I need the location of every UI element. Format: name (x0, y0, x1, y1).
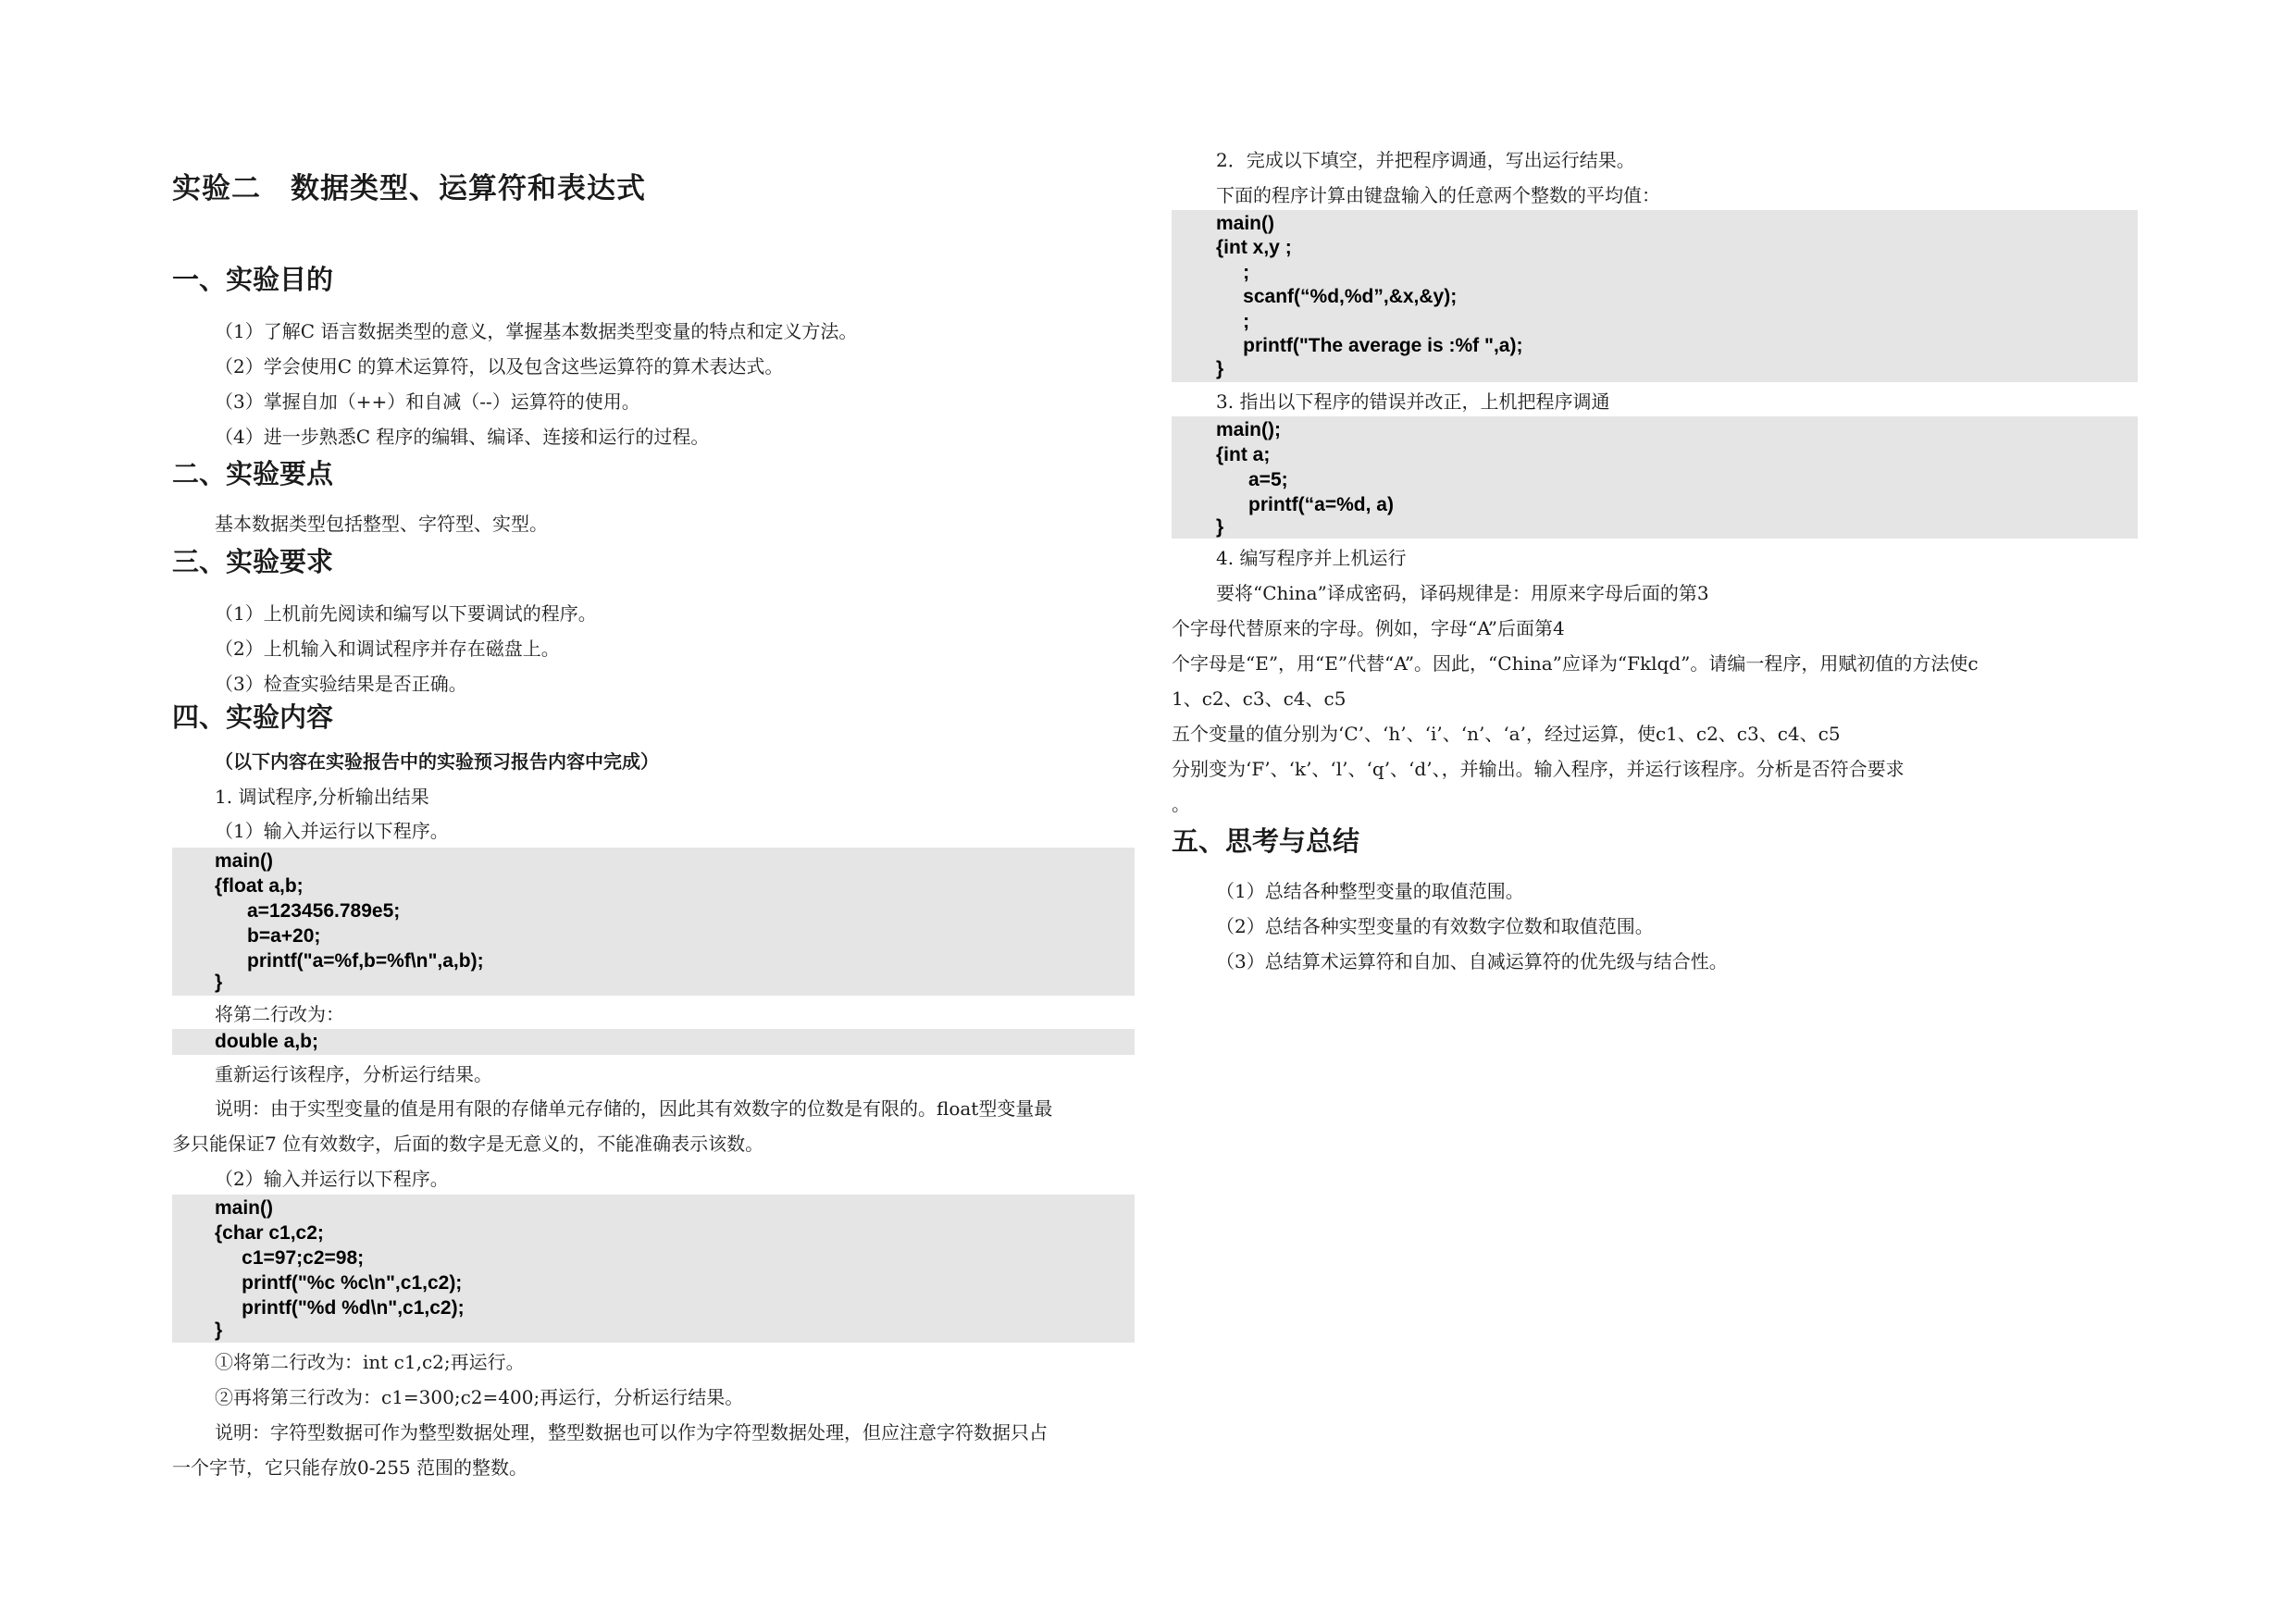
code-line: b=a+20; (215, 925, 321, 947)
code-block-4 (1172, 210, 2138, 382)
content-paragraph: 。 (1172, 793, 1190, 815)
code-line: } (1216, 358, 1224, 379)
code-line: printf("a=%f,b=%f\n",a,b); (215, 950, 484, 972)
content-paragraph: 分别变为‘F’、‘k’、‘l’、‘q’、‘d’、，并输出。输入程序，并运行该程序。分析是否符合要求 (1172, 758, 1905, 780)
requirement-item: （2）上机输入和调试程序并存在磁盘上。 (215, 638, 560, 660)
content-paragraph: 要将“China”译成密码，译码规律是：用原来字母后面的第3 (1216, 582, 1709, 604)
content-paragraph: 1. 调试程序,分析输出结果 (215, 786, 429, 808)
requirement-item: （3）检查实验结果是否正确。 (215, 673, 467, 695)
code-line: printf("%c %c\n",c1,c2); (215, 1272, 463, 1294)
content-paragraph: 4. 编写程序并上机运行 (1216, 547, 1407, 569)
reflection-item: （2）总结各种实型变量的有效数字位数和取值范围。 (1216, 915, 1654, 937)
key-points-text: 基本数据类型包括整型、字符型、实型。 (215, 513, 548, 535)
content-paragraph: （1）输入并运行以下程序。 (215, 820, 449, 842)
section-heading-requirements: 三、实验要求 (172, 546, 334, 577)
purpose-item: （3）掌握自加（++）和自减（--）运算符的使用。 (215, 390, 640, 413)
code-line: main() (1216, 213, 1274, 234)
reflection-item: （3）总结算术运算符和自加、自减运算符的优先级与结合性。 (1216, 950, 1728, 973)
code-line: ; (1216, 262, 1250, 283)
content-paragraph: 下面的程序计算由键盘输入的任意两个整数的平均值： (1216, 184, 1660, 206)
content-paragraph: （2）输入并运行以下程序。 (215, 1168, 449, 1190)
code-line: printf("%d %d\n",c1,c2); (215, 1297, 465, 1319)
section-heading-reflection: 五、思考与总结 (1172, 825, 1360, 857)
content-note: （以下内容在实验报告中的实验预习报告内容中完成） (215, 750, 659, 773)
content-paragraph: 一个字节，它只能存放0-255 范围的整数。 (172, 1456, 528, 1479)
code-block-2 (172, 1029, 1135, 1055)
code-line: {float a,b; (215, 875, 304, 897)
content-paragraph: 将第二行改为： (215, 1003, 344, 1025)
code-line: ; (1216, 311, 1250, 332)
code-line: {int a; (1216, 444, 1271, 465)
document-title: 实验二 数据类型、运算符和表达式 (172, 172, 646, 205)
code-line: main() (215, 1197, 273, 1219)
code-line: double a,b; (215, 1031, 318, 1052)
code-line: {int x,y ; (1216, 237, 1292, 258)
code-block-1 (172, 848, 1135, 996)
code-line: } (1216, 516, 1224, 538)
code-line: scanf(“%d,%d”,&x,&y); (1216, 286, 1458, 307)
requirement-item: （1）上机前先阅读和编写以下要调试的程序。 (215, 602, 597, 625)
code-line: printf("The average is :%f ",a); (1216, 335, 1523, 356)
content-paragraph: 3. 指出以下程序的错误并改正，上机把程序调通 (1216, 390, 1610, 413)
content-paragraph: 个字母代替原来的字母。例如，字母“A”后面第4 (1172, 617, 1565, 639)
code-line: main(); (1216, 419, 1281, 440)
section-heading-purpose: 一、实验目的 (172, 264, 334, 295)
content-paragraph: 1、c2、c3、c4、c5 (1172, 688, 1347, 710)
code-line: {char c1,c2; (215, 1222, 324, 1244)
purpose-item: （2）学会使用C 的算术运算符，以及包含这些运算符的算术表达式。 (215, 355, 784, 378)
content-paragraph: ①将第二行改为：int c1,c2;再运行。 (215, 1351, 525, 1373)
code-line: a=123456.789e5; (215, 900, 401, 922)
content-paragraph: 说明：字符型数据可作为整型数据处理，整型数据也可以作为字符型数据处理，但应注意字符数据只占 (215, 1421, 1048, 1443)
reflection-item: （1）总结各种整型变量的取值范围。 (1216, 880, 1524, 902)
content-paragraph: 说明：由于实型变量的值是用有限的存储单元存储的，因此其有效数字的位数是有限的。float型变量最 (215, 1097, 1053, 1120)
code-line: } (215, 972, 223, 993)
code-line: printf(“a=%d, a) (1216, 494, 1394, 515)
code-line: c1=97;c2=98; (215, 1247, 365, 1269)
content-paragraph: 多只能保证7 位有效数字，后面的数字是无意义的，不能准确表示该数。 (172, 1133, 764, 1155)
code-line: } (215, 1319, 223, 1341)
code-block-3 (172, 1195, 1135, 1343)
content-paragraph: 五个变量的值分别为‘C’、‘h’、‘i’、‘n’、‘a’，经过运算，使c1、c2、c3、c4、c5 (1172, 723, 1841, 745)
content-paragraph: ②再将第三行改为：c1=300;c2=400;再运行，分析运行结果。 (215, 1386, 744, 1408)
code-line: a=5; (1216, 469, 1288, 490)
content-paragraph: 重新运行该程序，分析运行结果。 (215, 1063, 492, 1085)
purpose-item: （4）进一步熟悉C 程序的编辑、编译、连接和运行的过程。 (215, 426, 710, 448)
code-block-5 (1172, 416, 2138, 539)
section-heading-key-points: 二、实验要点 (172, 458, 334, 489)
content-paragraph: 个字母是“E”，用“E”代替“A”。因此，“China”应译为“Fklqd”。请编一程序，用赋初值的方法使c (1172, 652, 1979, 675)
purpose-item: （1）了解C 语言数据类型的意义，掌握基本数据类型变量的特点和定义方法。 (215, 320, 858, 342)
code-line: main() (215, 850, 273, 872)
section-heading-content: 四、实验内容 (172, 701, 334, 733)
content-paragraph: 2．完成以下填空，并把程序调通，写出运行结果。 (1216, 149, 1635, 171)
